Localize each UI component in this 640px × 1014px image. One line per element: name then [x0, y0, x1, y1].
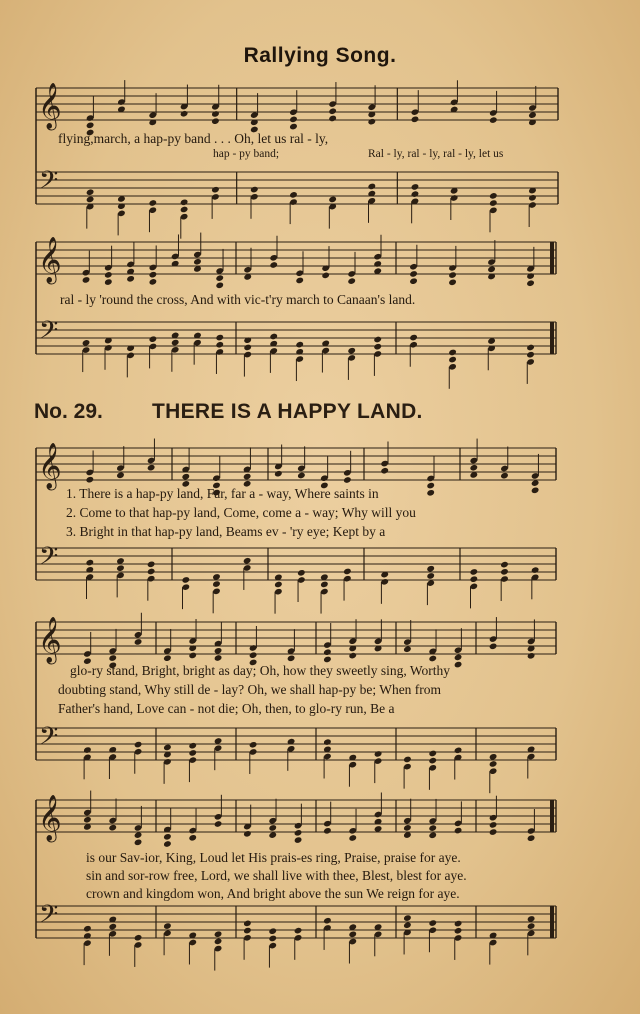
treble-clef-icon: 𝄞 [38, 795, 62, 841]
bass-clef-icon: 𝄢 [39, 899, 59, 935]
note-head [147, 561, 156, 569]
note-head [373, 343, 382, 351]
note-head [489, 192, 498, 200]
note-head [148, 199, 157, 207]
note-head [171, 339, 180, 347]
verse-line: sin and sor-row free, Lord, we shall live with thee, Blest, blest for aye. [86, 868, 467, 883]
note-head [134, 638, 143, 646]
note-head [214, 647, 223, 655]
verse-line: crown and kingdom won, And bright above the sun We reign for aye. [86, 886, 460, 901]
note-head [374, 750, 383, 758]
note-head [526, 279, 535, 287]
treble-clef-icon: 𝄞 [38, 617, 62, 663]
note-head [343, 476, 352, 484]
note-head [489, 821, 498, 829]
note-head [528, 194, 537, 202]
note-head [250, 186, 259, 194]
note-head [181, 473, 190, 481]
final-bar [550, 800, 554, 832]
note-head [321, 272, 330, 280]
note-head [85, 559, 94, 567]
note-head [347, 277, 356, 285]
note-head [163, 744, 172, 752]
note-head [367, 183, 376, 191]
note-head [454, 654, 463, 662]
note-head [297, 569, 306, 577]
note-head [289, 191, 298, 199]
note-head [249, 651, 258, 659]
note-head [243, 920, 252, 928]
treble-clef-icon: 𝄞 [38, 237, 62, 283]
note-head [108, 824, 117, 832]
note-head [469, 568, 478, 576]
note-head [86, 188, 95, 196]
note-head [487, 266, 496, 274]
note-head [426, 482, 435, 490]
note-head [373, 260, 382, 268]
note-head [348, 834, 357, 842]
note-head [428, 824, 437, 832]
note-head [215, 341, 224, 349]
note-head [527, 652, 536, 660]
note-head [469, 464, 478, 472]
note-head [214, 654, 223, 662]
song-title: THERE IS A HAPPY LAND. [152, 400, 423, 423]
lyric-line: ral - ly 'round the cross, And with vic-t'ry march to Canaan's land. [60, 292, 416, 307]
note-head [428, 919, 437, 927]
verse-line: 3. Bright in that hap-py land, Beams ev - 'ry eye; Kept by a [66, 524, 386, 539]
note-head [348, 652, 357, 660]
note-head [500, 561, 509, 569]
note-head [243, 830, 252, 838]
note-head [409, 334, 418, 342]
bass-clef-icon: 𝄢 [39, 541, 59, 577]
note-head [163, 840, 172, 848]
note-head [454, 920, 463, 928]
note-head [448, 279, 457, 287]
note-head [85, 476, 94, 484]
note-head [367, 118, 376, 126]
lyric-line: hap - py band; [213, 148, 280, 160]
note-head [82, 339, 91, 347]
note-head [526, 351, 535, 359]
note-head [428, 750, 437, 758]
note-head [323, 917, 332, 925]
note-head [428, 832, 437, 840]
note-head [411, 183, 420, 191]
note-head [426, 489, 435, 497]
note-head [214, 930, 223, 938]
lyric-line: flying,march, a hap-py band . . . Oh, let us ral - ly, [58, 131, 329, 146]
note-head [411, 116, 420, 124]
note-head [489, 643, 498, 651]
note-head [489, 753, 498, 761]
note-head [528, 111, 537, 119]
treble-clef-icon: 𝄞 [38, 443, 62, 489]
note-head [409, 277, 418, 285]
note-head [274, 581, 283, 589]
note-head [104, 278, 113, 286]
note-head [82, 276, 91, 284]
note-head [454, 927, 463, 935]
note-head [149, 271, 158, 279]
lyric-line: Ral - ly, ral - ly, ral - ly, let us [368, 148, 504, 160]
note-head [489, 116, 498, 124]
note-head [83, 925, 92, 933]
note-head [149, 335, 158, 343]
note-head [83, 746, 92, 754]
note-head [295, 341, 304, 349]
note-head [411, 190, 420, 198]
note-head [526, 344, 535, 352]
note-head [86, 196, 95, 204]
note-head [343, 568, 352, 576]
note-head [147, 568, 156, 576]
note-head [323, 738, 332, 746]
note-head [269, 333, 278, 341]
treble-clef-icon: 𝄞 [38, 83, 62, 129]
note-head [295, 277, 304, 285]
note-head [180, 199, 189, 207]
note-head [531, 487, 540, 495]
note-head [531, 566, 540, 574]
note-head [243, 557, 252, 565]
note-head [347, 347, 356, 355]
note-head [212, 580, 221, 588]
verse-line: 2. Come to that hap-py land, Come, come a - way; Why will you [66, 505, 416, 520]
note-head [215, 282, 224, 290]
verse-line: is our Sav-ior, King, Loud let His prais-es ring, Praise, praise for aye. [86, 850, 461, 865]
note-head [294, 836, 303, 844]
note-head [489, 199, 498, 207]
note-head [294, 829, 303, 837]
note-head [527, 922, 536, 930]
bass-clef-icon: 𝄢 [39, 721, 59, 757]
note-head [428, 757, 437, 765]
note-head [211, 110, 220, 118]
note-head [409, 270, 418, 278]
note-head [500, 568, 509, 576]
note-head [373, 336, 382, 344]
note-head [323, 648, 332, 656]
note-head [188, 749, 197, 757]
note-head [527, 834, 536, 842]
note-head [188, 652, 197, 660]
note-head [180, 110, 189, 118]
note-head [526, 272, 535, 280]
note-head [211, 117, 220, 125]
note-head [243, 927, 252, 935]
note-head [249, 741, 258, 749]
note-head [268, 824, 277, 832]
note-head [380, 467, 389, 475]
note-head [163, 922, 172, 930]
verse-line: doubting stand, Why still de - lay? Oh, we shall hap-py be; When from [58, 682, 442, 697]
note-head [193, 258, 202, 266]
note-head [320, 581, 329, 589]
note-head [104, 271, 113, 279]
note-head [268, 927, 277, 935]
note-head [289, 116, 298, 124]
note-head [323, 827, 332, 835]
song-number: No. 29. [34, 400, 103, 423]
note-head [243, 473, 252, 481]
note-head [181, 576, 190, 584]
note-head [328, 196, 337, 204]
final-bar [550, 242, 554, 274]
note-head [454, 827, 463, 835]
note-head [403, 914, 412, 922]
note-head [215, 274, 224, 282]
note-head [211, 186, 220, 194]
note-head [403, 824, 412, 832]
note-head [328, 107, 337, 115]
final-bar [550, 906, 554, 938]
note-head [500, 472, 509, 480]
note-head [428, 655, 437, 663]
note-head [403, 756, 412, 764]
note-head [403, 921, 412, 929]
note-head [134, 741, 143, 749]
note-head [294, 927, 303, 935]
note-head [215, 334, 224, 342]
note-head [489, 760, 498, 768]
bass-clef-icon: 𝄢 [39, 165, 59, 201]
note-head [454, 747, 463, 755]
note-head [297, 472, 306, 480]
note-head [108, 923, 117, 931]
note-head [243, 344, 252, 352]
note-head [268, 935, 277, 943]
note-head [83, 932, 92, 940]
note-head [116, 472, 125, 480]
verse-line: Father's hand, Love can - not die; Oh, then, to glo-ry run, Be a [58, 701, 395, 716]
final-bar [550, 322, 554, 354]
bass-clef-icon: 𝄢 [39, 315, 59, 351]
note-head [147, 464, 156, 472]
note-head [448, 271, 457, 279]
note-head [454, 661, 463, 669]
note-head [188, 742, 197, 750]
verse-line: 1. There is a hap-py land, Far, far a - way, Where saints in [66, 486, 379, 501]
note-head [163, 833, 172, 841]
note-head [108, 654, 117, 662]
note-head [214, 938, 223, 946]
song-title: Rallying Song. [243, 44, 397, 67]
note-head [328, 115, 337, 123]
note-head [426, 572, 435, 580]
note-head [149, 278, 158, 286]
note-head [180, 206, 189, 214]
note-head [86, 122, 95, 130]
verse-line: glo-ry stand, Bright, bright as day; Oh, how they sweetly sing, Worthy [70, 663, 450, 678]
note-head [448, 349, 457, 357]
note-head [287, 655, 296, 663]
note-head [489, 828, 498, 836]
note-head [269, 261, 278, 269]
note-head [134, 839, 143, 847]
note-head [274, 470, 283, 478]
note-head [403, 645, 412, 653]
note-head [348, 931, 357, 939]
note-head [188, 834, 197, 842]
note-head [116, 564, 125, 572]
note-head [83, 816, 92, 824]
note-head [289, 123, 298, 131]
note-head [134, 934, 143, 942]
note-head [214, 820, 223, 828]
note-head [426, 565, 435, 573]
note-head [163, 654, 172, 662]
note-head [448, 356, 457, 364]
note-head [469, 575, 478, 583]
note-head [126, 275, 135, 283]
